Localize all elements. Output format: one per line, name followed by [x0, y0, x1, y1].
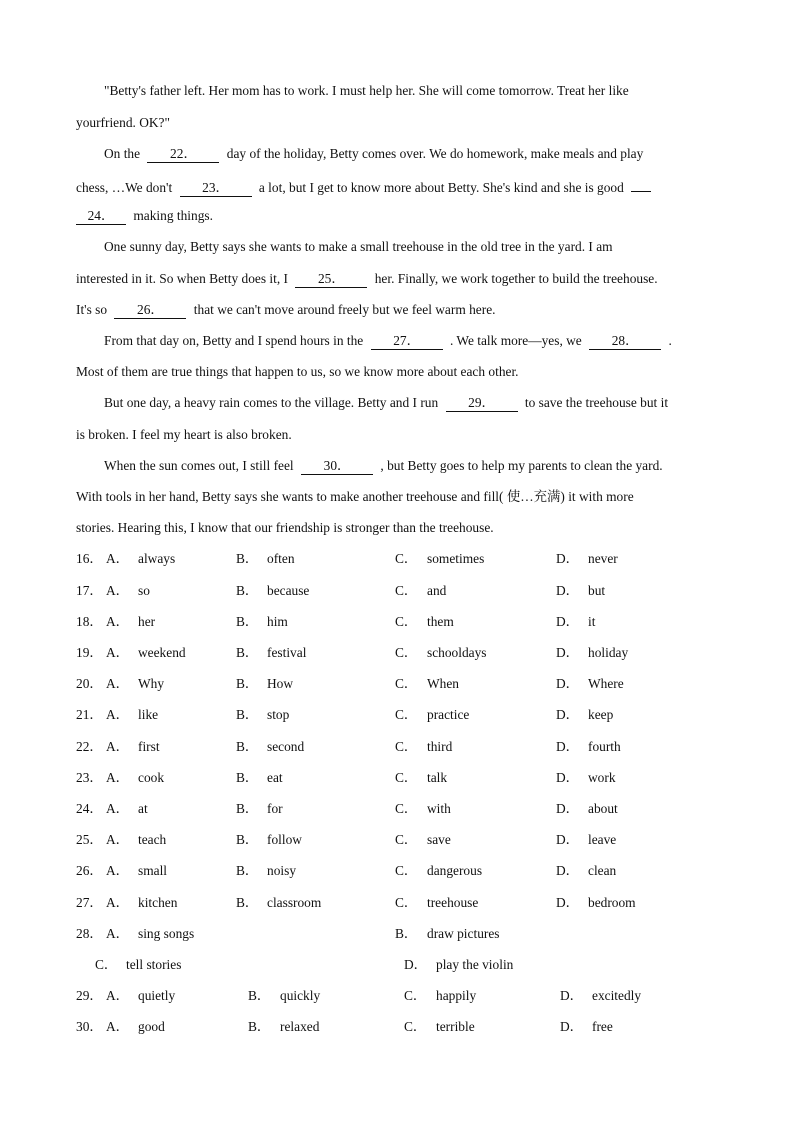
option-d[interactable]: never [588, 551, 618, 566]
question-number: 23． [76, 770, 103, 785]
question-row [0, 986, 794, 1006]
question-number: 17． [76, 583, 103, 598]
option-letter: D． [556, 707, 580, 722]
option-b[interactable]: How [267, 676, 294, 691]
question-number: 26． [76, 863, 103, 878]
option-b[interactable]: quickly [280, 988, 321, 1003]
option-b[interactable]: second [267, 739, 305, 754]
option-letter: B． [236, 770, 259, 785]
option-letter: D． [556, 645, 580, 660]
option-letter: D． [404, 957, 428, 972]
option-letter: D． [556, 863, 580, 878]
blank-23[interactable]: 23． [180, 180, 252, 197]
question-row [0, 674, 794, 694]
option-letter: C． [404, 988, 427, 1003]
blank-29[interactable]: 29． [446, 395, 518, 412]
option-b[interactable]: relaxed [280, 1019, 320, 1034]
option-a[interactable]: cook [138, 770, 165, 785]
passage-line: "Betty's father left. Her mom has to work. I must help her. She will come tomorrow. Treat her like [104, 83, 629, 98]
question-28 [0, 924, 794, 944]
option-c[interactable]: dangerous [427, 863, 483, 878]
question-row [0, 612, 794, 632]
option-letter: C． [395, 832, 418, 847]
option-b[interactable]: often [267, 551, 295, 566]
option-letter: A． [106, 863, 130, 878]
option-letter: B． [236, 895, 259, 910]
question-row [0, 861, 794, 881]
question-number: 21． [76, 707, 103, 722]
option-letter: A． [106, 988, 130, 1003]
passage-line: stories. Hearing this, I know that our friendship is stronger than the treehouse. [76, 520, 494, 535]
option-letter: C． [395, 863, 418, 878]
option-letter: A． [106, 895, 130, 910]
option-letter: A． [106, 739, 130, 754]
question-row [0, 768, 794, 788]
option-letter: A． [106, 1019, 130, 1034]
option-d[interactable]: about [588, 801, 618, 816]
option-letter: C． [95, 957, 118, 972]
option-letter: A． [106, 801, 130, 816]
option-b[interactable]: stop [267, 707, 290, 722]
passage-line: It's so 26． that we can't move around freely but we feel warm here. [76, 302, 496, 317]
option-letter: A． [106, 583, 130, 598]
option-c[interactable]: terrible [436, 1019, 475, 1034]
option-c[interactable]: them [427, 614, 454, 629]
option-letter: D． [560, 988, 584, 1003]
passage-line: Most of them are true things that happen to us, so we know more about each other. [76, 364, 519, 379]
option-d[interactable]: keep [588, 707, 614, 722]
option-d[interactable]: Where [588, 676, 624, 691]
question-number: 20． [76, 676, 103, 691]
option-c[interactable]: save [427, 832, 451, 847]
option-letter: B． [236, 832, 259, 847]
option-d[interactable]: clean [588, 863, 617, 878]
option-d[interactable]: but [588, 583, 606, 598]
option-letter: B． [248, 988, 271, 1003]
question-number: 29． [76, 988, 103, 1003]
question-row [0, 737, 794, 757]
option-letter: D． [556, 895, 580, 910]
option-d[interactable]: free [592, 1019, 613, 1034]
passage-line: One sunny day, Betty says she wants to make a small treehouse in the old tree in the yard. I am [104, 239, 613, 254]
question-row [0, 549, 794, 569]
option-letter: B． [236, 583, 259, 598]
option-d[interactable]: it [588, 614, 596, 629]
option-a[interactable]: kitchen [138, 895, 178, 910]
option-b[interactable]: because [267, 583, 310, 598]
option-letter: C． [395, 583, 418, 598]
passage-line: 24． making things. [76, 206, 718, 226]
option-letter: B． [236, 645, 259, 660]
option-letter: D． [556, 583, 580, 598]
option-b[interactable]: classroom [267, 895, 322, 910]
question-number: 28． [76, 926, 103, 941]
option-b[interactable]: for [267, 801, 283, 816]
option-b[interactable]: festival [267, 645, 307, 660]
blank-26[interactable]: 26． [114, 302, 186, 319]
option-letter: D． [556, 801, 580, 816]
blank-24[interactable]: 24． [76, 208, 126, 225]
blank-27[interactable]: 27． [371, 333, 443, 350]
question-number: 27． [76, 895, 103, 910]
option-a[interactable]: so [138, 583, 150, 598]
option-c[interactable]: treehouse [427, 895, 479, 910]
option-letter: C． [395, 770, 418, 785]
passage-line: interested in it. So when Betty does it, I 25． her. Finally, we work together to build the treehouse. [76, 271, 658, 286]
option-c[interactable]: talk [427, 770, 448, 785]
question-row [0, 799, 794, 819]
passage-line: yourfriend. OK?" [76, 115, 170, 130]
option-letter: D． [560, 1019, 584, 1034]
option-letter: A． [106, 926, 130, 941]
option-letter: B． [236, 676, 259, 691]
option-letter: B． [395, 926, 418, 941]
option-b[interactable]: draw pictures [427, 926, 500, 941]
option-c[interactable]: third [427, 739, 453, 754]
passage-line: From that day on, Betty and I spend hours in the 27． . We talk more—yes, we 28． . [104, 333, 672, 348]
passage-line: chess, …We don't 23． a lot, but I get to know more about Betty. She's kind and she is good [76, 175, 718, 195]
passage-line: But one day, a heavy rain comes to the village. Betty and I run 29． to save the treehouse but it [104, 395, 669, 410]
question-number: 16． [76, 551, 103, 566]
blank-25[interactable]: 25． [295, 271, 367, 288]
option-b[interactable]: follow [267, 832, 302, 847]
blank-28[interactable]: 28． [589, 333, 661, 350]
blank-30[interactable]: 30． [301, 458, 373, 475]
option-c[interactable]: sometimes [427, 551, 485, 566]
question-number: 30． [76, 1019, 103, 1034]
option-letter: C． [395, 614, 418, 629]
option-c[interactable]: tell stories [126, 957, 182, 972]
option-letter: A． [106, 614, 130, 629]
option-d[interactable]: bedroom [588, 895, 636, 910]
question-row [0, 893, 794, 913]
option-a[interactable]: sing songs [138, 926, 195, 941]
option-c[interactable]: When [427, 676, 459, 691]
option-letter: C． [395, 645, 418, 660]
option-letter: A． [106, 707, 130, 722]
option-letter: B． [236, 614, 259, 629]
option-d[interactable]: holiday [588, 645, 629, 660]
option-letter: B． [248, 1019, 271, 1034]
option-a[interactable]: Why [138, 676, 165, 691]
option-a[interactable]: weekend [138, 645, 186, 660]
option-letter: B． [236, 863, 259, 878]
option-letter: C． [395, 895, 418, 910]
option-c[interactable]: and [427, 583, 447, 598]
option-d[interactable]: work [588, 770, 616, 785]
option-letter: D． [556, 614, 580, 629]
option-letter: C． [395, 676, 418, 691]
option-c[interactable]: with [427, 801, 451, 816]
option-letter: A． [106, 676, 130, 691]
option-letter: B． [236, 739, 259, 754]
option-letter: D． [556, 832, 580, 847]
option-a[interactable]: small [138, 863, 168, 878]
passage-line: is broken. I feel my heart is also broken. [76, 427, 292, 442]
question-row [0, 705, 794, 725]
option-letter: B． [236, 707, 259, 722]
question-row [0, 1017, 794, 1037]
option-c[interactable]: practice [427, 707, 470, 722]
question-row [0, 830, 794, 850]
option-b[interactable]: noisy [267, 863, 297, 878]
passage-line: With tools in her hand, Betty says she wants to make another treehouse and fill( 使…充满) it with more [76, 489, 634, 504]
option-letter: A． [106, 770, 130, 785]
question-number: 19． [76, 645, 103, 660]
option-letter: A． [106, 832, 130, 847]
option-a[interactable]: at [138, 801, 148, 816]
option-letter: C． [395, 801, 418, 816]
option-b[interactable]: him [267, 614, 288, 629]
option-a[interactable]: her [138, 614, 156, 629]
question-row [0, 643, 794, 663]
option-letter: B． [236, 801, 259, 816]
option-a[interactable]: quietly [138, 988, 176, 1003]
option-d[interactable]: play the violin [436, 957, 514, 972]
blank-24-start [631, 175, 651, 192]
question-row [0, 581, 794, 601]
question-number: 18． [76, 614, 103, 629]
passage-line: When the sun comes out, I still feel 30． , but Betty goes to help my parents to clean the yard. [104, 458, 663, 473]
blank-22[interactable]: 22． [147, 146, 219, 163]
passage-line: On the 22． day of the holiday, Betty comes over. We do homework, make meals and play [104, 146, 644, 161]
option-d[interactable]: excitedly [592, 988, 642, 1003]
option-letter: D． [556, 551, 580, 566]
question-number: 25． [76, 832, 103, 847]
question-number: 24． [76, 801, 103, 816]
option-letter: D． [556, 770, 580, 785]
option-a[interactable]: teach [138, 832, 167, 847]
option-c[interactable]: schooldays [427, 645, 487, 660]
option-d[interactable]: leave [588, 832, 617, 847]
option-letter: B． [236, 551, 259, 566]
option-a[interactable]: good [138, 1019, 165, 1034]
option-letter: C． [404, 1019, 427, 1034]
option-letter: D． [556, 739, 580, 754]
option-letter: D． [556, 676, 580, 691]
option-a[interactable]: like [138, 707, 159, 722]
option-letter: C． [395, 707, 418, 722]
option-a[interactable]: always [138, 551, 176, 566]
option-d[interactable]: fourth [588, 739, 621, 754]
option-letter: A． [106, 551, 130, 566]
option-letter: C． [395, 739, 418, 754]
option-b[interactable]: eat [267, 770, 283, 785]
option-letter: A． [106, 645, 130, 660]
option-a[interactable]: first [138, 739, 160, 754]
question-28-cont [0, 955, 794, 975]
option-letter: C． [395, 551, 418, 566]
question-number: 22． [76, 739, 103, 754]
option-c[interactable]: happily [436, 988, 477, 1003]
